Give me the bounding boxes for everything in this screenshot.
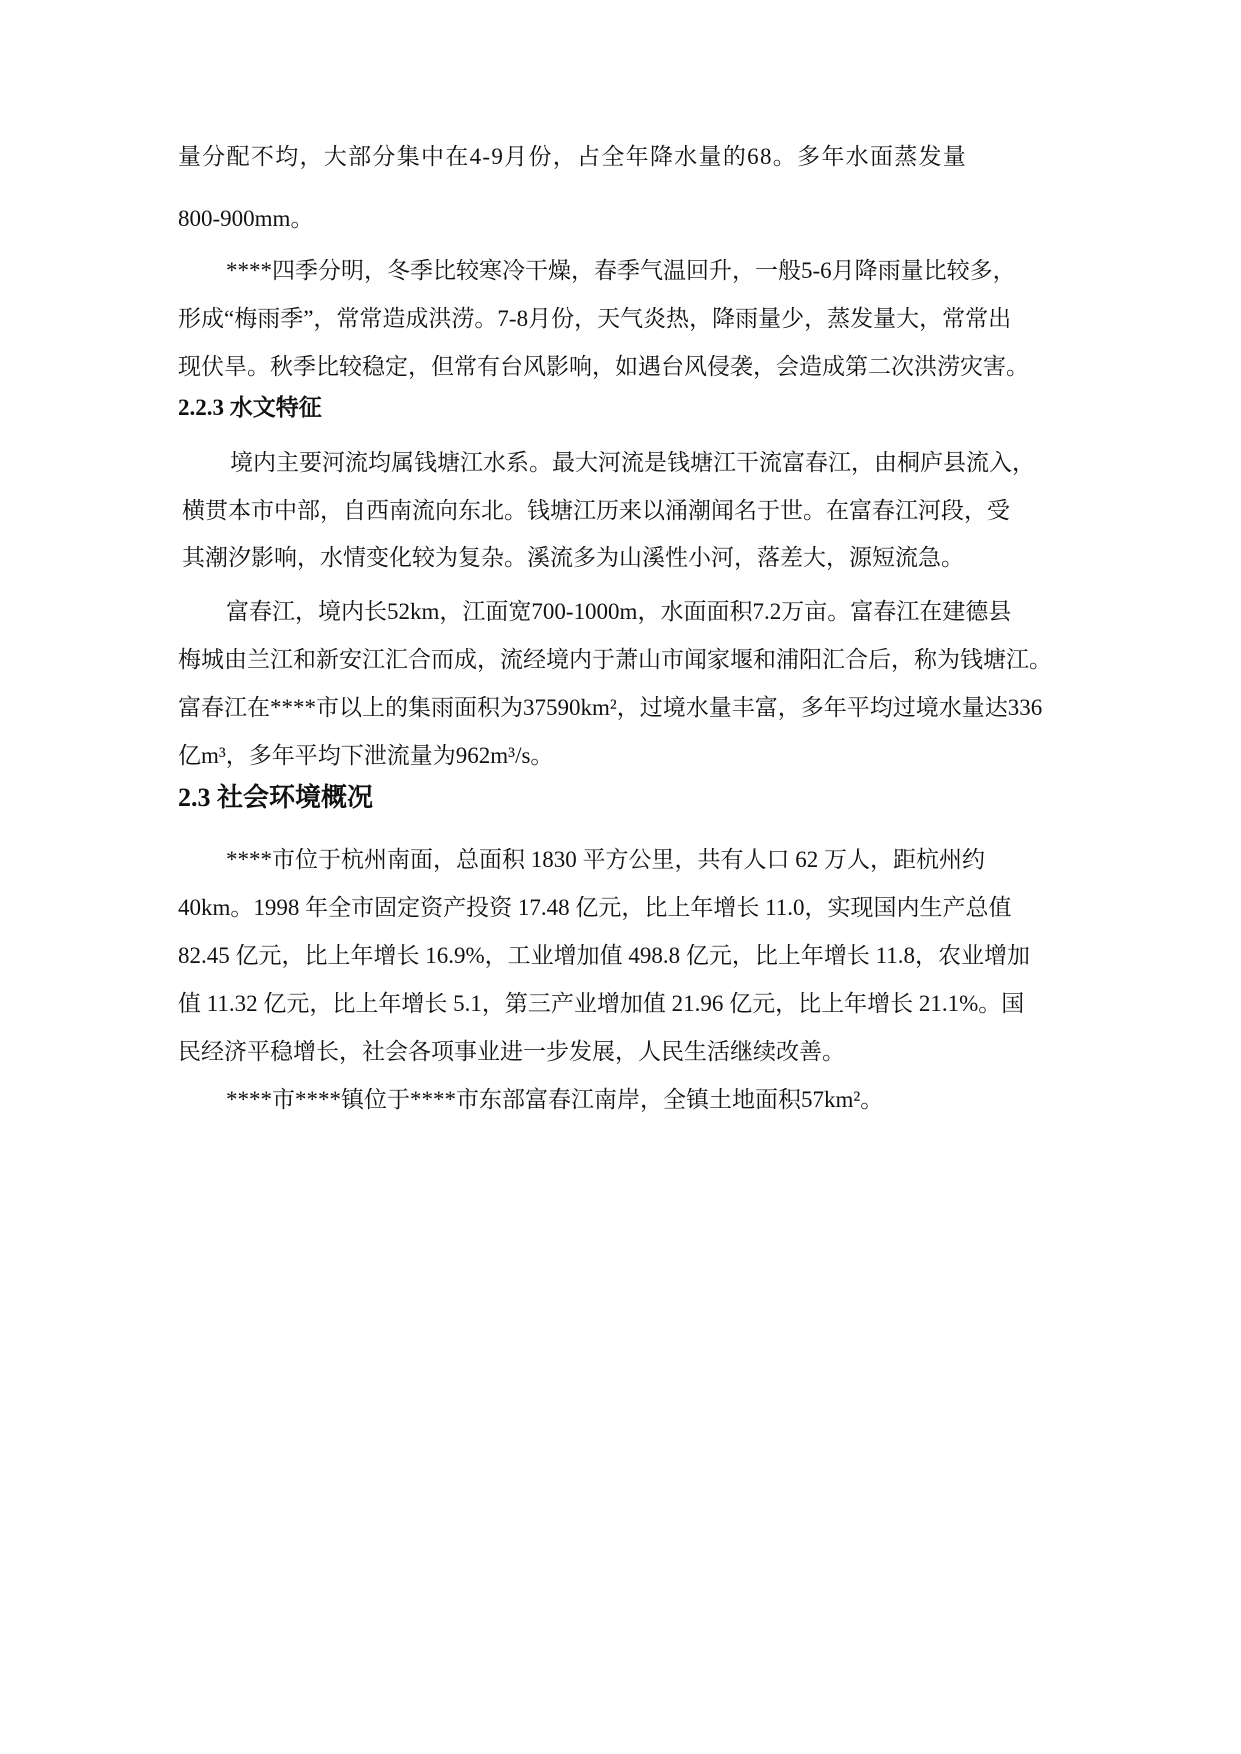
paragraph-line: 82.45 亿元，比上年增长 16.9%，工业增加值 498.8 亿元，比上年增长 11.8，农业增加 (178, 943, 1031, 968)
paragraph-line: 民经济平稳增长，社会各项事业进一步发展，人民生活继续改善。 (178, 1039, 845, 1064)
paragraph-line: 横贯本市中部，自西南流向东北。钱塘江历来以涌潮闻名于世。在富春江河段，受 (182, 498, 1010, 523)
paragraph-line: 富春江在****市以上的集雨面积为37590km²，过境水量丰富，多年平均过境水量达336 (178, 695, 1043, 720)
section-heading: 2.2.3 水文特征 (178, 395, 322, 420)
paragraph-line: 其潮汐影响，水情变化较为复杂。溪流多为山溪性小河，落差大，源短流急。 (182, 545, 964, 570)
paragraph-line: 梅城由兰江和新安江汇合而成，流经境内于萧山市闻家堰和浦阳汇合后，称为钱塘江。 (178, 647, 1052, 672)
paragraph-line: ****四季分明，冬季比较寒冷干燥，春季气温回升，一般5-6月降雨量比较多， (226, 258, 1016, 283)
paragraph-line: 值 11.32 亿元，比上年增长 5.1，第三产业增加值 21.96 亿元，比上年增长 21.1%。国 (178, 991, 1025, 1016)
section-heading: 2.3 社会环境概况 (178, 783, 374, 812)
paragraph-line: 40km。1998 年全市固定资产投资 17.48 亿元，比上年增长 11.0，实现国内生产总值 (178, 895, 1012, 920)
paragraph-line: 境内主要河流均属钱塘江水系。最大河流是钱塘江干流富春江，由桐庐县流入， (230, 450, 1035, 475)
paragraph-line: ****市****镇位于****市东部富春江南岸，全镇土地面积57km²。 (226, 1087, 884, 1112)
paragraph-line: 800-900mm。 (178, 206, 314, 231)
paragraph-line: 形成“梅雨季”，常常造成洪涝。7-8月份，天气炎热，降雨量少，蒸发量大，常常出 (178, 306, 1012, 331)
paragraph-line: 现伏旱。秋季比较稳定，但常有台风影响，如遇台风侵袭，会造成第二次洪涝灾害。 (178, 354, 1029, 379)
paragraph-line: 亿m³，多年平均下泄流量为962m³/s。 (178, 743, 554, 768)
paragraph-line: 富春江，境内长52km，江面宽700-1000m，水面面积7.2万亩。富春江在建德县 (226, 599, 1012, 624)
paragraph-line: ****市位于杭州南面，总面积 1830 平方公里，共有人口 62 万人，距杭州约 (226, 847, 985, 872)
paragraph-line: 量分配不均，大部分集中在4-9月份，占全年降水量的68。多年水面蒸发量 (178, 144, 968, 169)
